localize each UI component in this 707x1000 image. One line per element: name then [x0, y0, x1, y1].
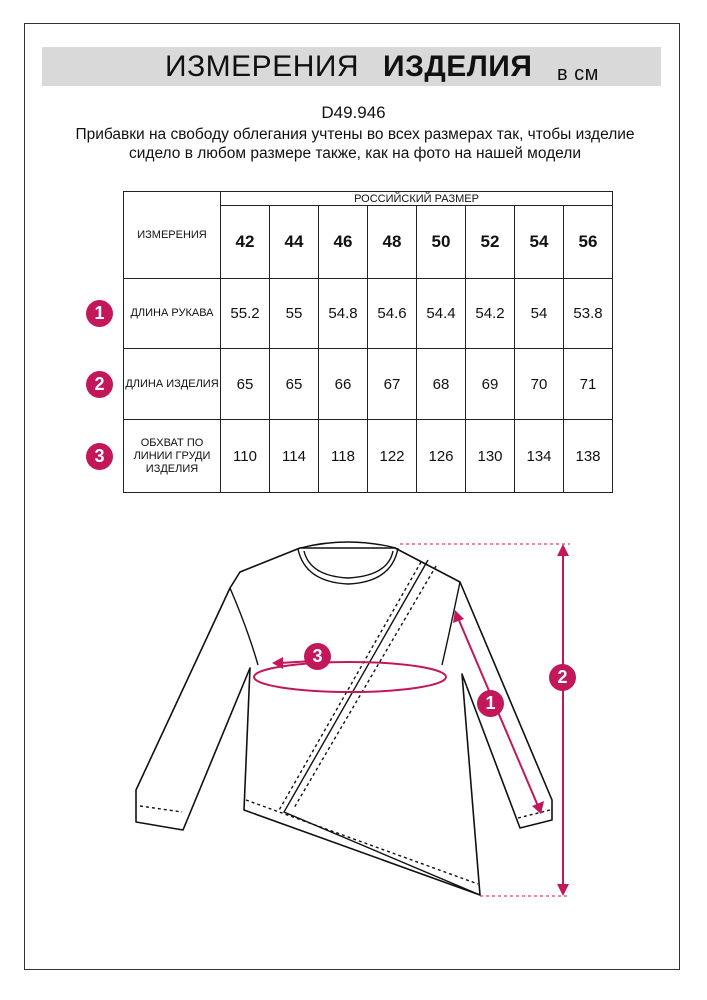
table-cell: 53.8 — [564, 279, 613, 349]
size-header: 44 — [270, 206, 319, 279]
table-cell: 65 — [270, 349, 319, 420]
table-cell: 118 — [319, 420, 368, 493]
size-header: 48 — [368, 206, 417, 279]
article-code: D49.946 — [321, 103, 386, 122]
table-cell: 138 — [564, 420, 613, 493]
fit-note: Прибавки на свободу облегания учтены во всех размерах так, чтобы изделие сидело в любом размере также, как на фото на нашей модели — [75, 126, 635, 162]
table-cell: 130 — [466, 420, 515, 493]
chest-marker: 3 — [304, 643, 331, 670]
table-cell: 66 — [319, 349, 368, 420]
table-cell: 122 — [368, 420, 417, 493]
row-number-badge: 2 — [86, 371, 113, 398]
measurements-header: ИЗМЕРЕНИЯ — [124, 192, 221, 279]
size-header: 50 — [417, 206, 466, 279]
row-number-badge: 3 — [86, 443, 113, 470]
table-cell: 54.8 — [319, 279, 368, 349]
table-cell: 55.2 — [221, 279, 270, 349]
row-label: ДЛИНА РУКАВА — [124, 279, 221, 349]
sleeve-marker: 1 — [477, 690, 504, 717]
table-cell: 65 — [221, 349, 270, 420]
table-cell: 54.6 — [368, 279, 417, 349]
table-cell: 67 — [368, 349, 417, 420]
table-cell: 54 — [515, 279, 564, 349]
size-group-header: РОССИЙСКИЙ РАЗМЕР — [221, 192, 613, 206]
size-header: 56 — [564, 206, 613, 279]
row-number-badge: 1 — [86, 300, 113, 327]
table-cell: 114 — [270, 420, 319, 493]
table-cell: 54.2 — [466, 279, 515, 349]
row-label: ОБХВАТ ПО ЛИНИИ ГРУДИ ИЗДЕЛИЯ — [124, 420, 221, 493]
size-header: 52 — [466, 206, 515, 279]
table-cell: 71 — [564, 349, 613, 420]
row-label: ДЛИНА ИЗДЕЛИЯ — [124, 349, 221, 420]
header-unit: в см — [557, 63, 599, 85]
size-header: 42 — [221, 206, 270, 279]
header-title-measurements: ИЗМЕРЕНИЯ — [165, 50, 360, 83]
size-header: 54 — [515, 206, 564, 279]
table-cell: 54.4 — [417, 279, 466, 349]
table-cell: 70 — [515, 349, 564, 420]
table-cell: 69 — [466, 349, 515, 420]
table-cell: 134 — [515, 420, 564, 493]
table-cell: 110 — [221, 420, 270, 493]
table-cell: 55 — [270, 279, 319, 349]
table-cell: 126 — [417, 420, 466, 493]
header-title-item: ИЗДЕЛИЯ — [383, 50, 533, 83]
length-marker: 2 — [549, 664, 576, 691]
size-header: 46 — [319, 206, 368, 279]
table-cell: 68 — [417, 349, 466, 420]
